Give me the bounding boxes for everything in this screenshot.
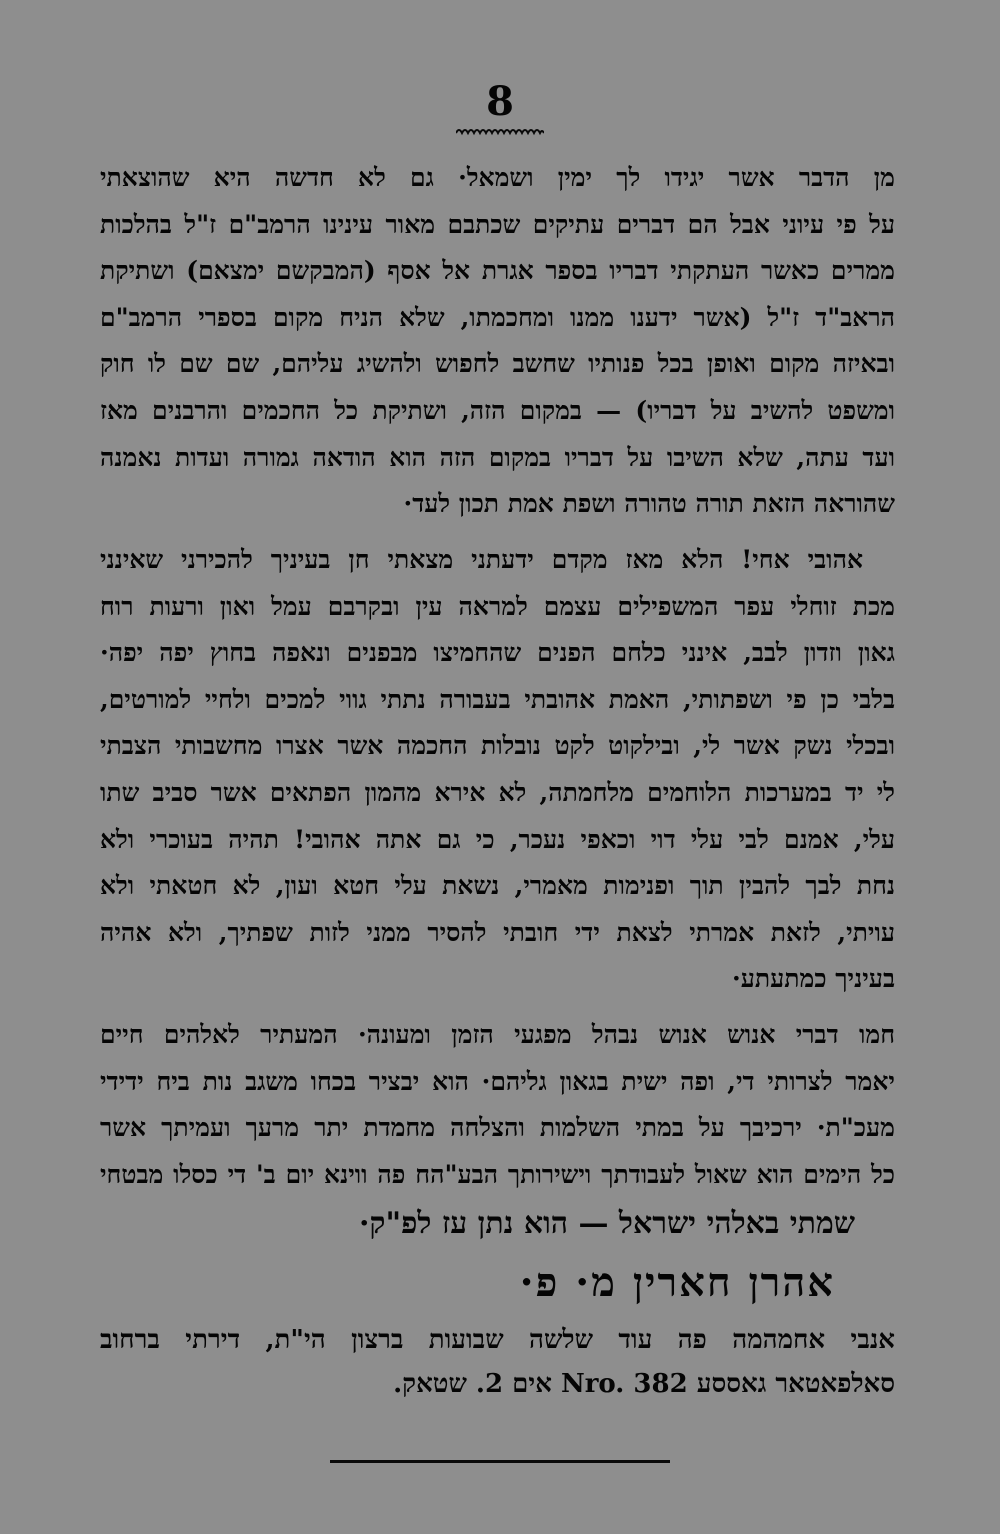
signature-blessing: שמתי באלהי ישראל — הוא נתן עז לפ"ק· (358, 1206, 855, 1241)
text-line: עויתי, לזאת אמרתי לצאת ידי חובתי להסיר ממני לזות שפתיך, ולא אהיה (100, 917, 895, 947)
text-line: הראב"ד ז"ל (אשר ידענו ממנו ומחכמתו, שלא הניח מקום בספרי הרמב"ם (100, 302, 895, 332)
text-line: לי יד במערכות הלוחמים מלחמתה, לא אירא מהמון הפתאים אשר סביב שתו (100, 777, 895, 807)
paragraph-3 (100, 1012, 895, 1198)
signature-name: אהרן חארין מ· פ· (519, 1259, 835, 1306)
text-line: יאמר לצרותי די, ופה ישית בגאון גליהם· הוא יבציר בכחו משגב נות ביח ידידי (100, 1066, 895, 1096)
text-line: עלי, אמנם לבי עלי דוי וכאפי נעכר, כי גם אתה אהובי! תהיה בעוכרי ולא (100, 824, 895, 854)
page-number: 8 (486, 78, 514, 125)
text-line: ועד עתה, שלא השיבו על דבריו במקום הזה הוא הודאה גמורה ועדות נאמנה (100, 442, 895, 472)
text-line: שהוראה הזאת תורה טהורה ושפת אמת תכון לעד· (403, 489, 895, 519)
address-line: אנבי אחמהמה פה עוד שלשה שבועות ברצון הי"ת, דירתי ברחוב (100, 1325, 895, 1355)
text-line: ובכלי נשק אשר לי, ובילקוט לקט נובלות החכמה אשר אצרו מחשבותי הצבתי (100, 731, 895, 761)
text-line: חמו דברי אנוש אנוש נבהל מפגעי הזמן ומעונה· המעתיר לאלהים חיים (100, 1020, 895, 1049)
text-line: מן הדבר אשר יגידו לך ימין ושמאל· גם לא חדשה היא שהוצאתי (100, 163, 895, 192)
text-line: אהובי אחי! הלא מאז מקדם ידעתני מצאתי חן בעיניך להכירני שאינני (100, 545, 863, 574)
text-line: בלבי כן פי ושפתותי, האמת אהובתי בעבורה נתתי גווי למכים ולחיי למורטים, (100, 684, 895, 714)
closing-rule (330, 1460, 670, 1463)
text-line: גאון וזדון לבב, אינני כלחם הפנים שהחמיצו מבפנים ונאפה בחוץ יפה יפה· (100, 638, 895, 668)
text-line: ומשפט להשיב על דבריו) — במקום הזה, ושתיקת כל החכמים והרבנים מאז (100, 395, 895, 425)
text-line: כל הימים הוא שאול לעבודתך וישירותך הבע"הח פה ווינא יום ב' די כסלו מבטחי (100, 1159, 895, 1189)
text-line: בעיניך כמתעתע· (732, 964, 895, 994)
ornamental-divider (456, 126, 544, 136)
paragraph-1 (100, 155, 895, 528)
text-line: ובאיזה מקום ואופן בכל פנותיו שחשב לחפוש ולהשיג עליהם, שם שם לו חוק (100, 349, 895, 379)
text-line: ממרים כאשר העתקתי דבריו בספר אגרת אל אסף (המבקשם ימצאם) ושתיקת (100, 256, 895, 286)
address-note (100, 1318, 895, 1406)
address-line: סאלפאטאר גאססע Nro. 382 אים 2. שטאק. (393, 1369, 895, 1399)
paragraph-2 (100, 537, 895, 1003)
text-line: נחת לבך להבין תוך ופנימות מאמרי, נשאת עלי חטא ועון, לא חטאתי ולא (100, 871, 895, 901)
text-line: מכת זוחלי עפר המשפילים עצמם למראה עין ובקרבם עמל ואון ורעות רוח (100, 591, 895, 621)
text-line: על פי עיוני אבל הם דברים עתיקים שכתבם מאור עינינו הרמב"ם ז"ל בהלכות (100, 209, 895, 239)
text-line: מעכ"ת· ירכיבך על במתי השלמות והצלחה מחמדת יתר מרעך ועמיתך אשר (100, 1113, 895, 1143)
